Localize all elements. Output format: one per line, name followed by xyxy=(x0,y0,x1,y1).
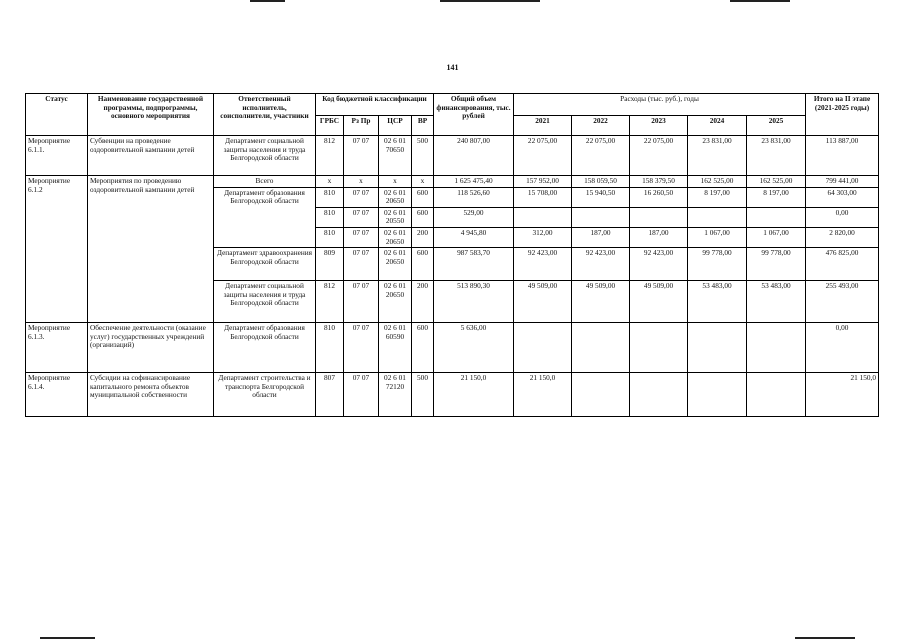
row-grbs: 807 xyxy=(316,373,344,417)
row-2022: 92 423,00 xyxy=(572,248,630,281)
row-2024: 162 525,00 xyxy=(688,176,747,188)
header-csr: ЦСР xyxy=(379,116,412,136)
row-total: 118 526,60 xyxy=(434,187,514,207)
row-rz: 07 07 xyxy=(344,207,379,227)
row-executor: Департамент здравоохранения Белгородской области xyxy=(214,248,316,281)
row-vr: 600 xyxy=(412,248,434,281)
header-executor: Ответственный исполнитель, соисполнители, участники xyxy=(214,94,316,136)
row-stage-total: 255 493,00 xyxy=(806,281,879,323)
row-2022 xyxy=(572,323,630,373)
row-2021 xyxy=(514,323,572,373)
row-csr: х xyxy=(379,176,412,188)
row-2022: 187,00 xyxy=(572,228,630,248)
header-2023: 2023 xyxy=(630,116,688,136)
row-vr: 600 xyxy=(412,187,434,207)
row-name: Субсидии на софинансирование капитального ремонта объектов муниципальной собственности xyxy=(88,373,214,417)
header-vr: ВР xyxy=(412,116,434,136)
budget-table xyxy=(25,93,879,417)
row-2024 xyxy=(688,323,747,373)
header-stage-total: Итого на II этапе (2021-2025 годы) xyxy=(806,94,879,136)
row-total: 21 150,0 xyxy=(434,373,514,417)
row-total: 240 807,00 xyxy=(434,136,514,176)
row-2023: 187,00 xyxy=(630,228,688,248)
row-status: Мероприятие 6.1.3. xyxy=(26,323,88,373)
header-expenses: Расходы (тыс. руб.), годы xyxy=(514,94,806,116)
row-rz: х xyxy=(344,176,379,188)
row-total: 529,00 xyxy=(434,207,514,227)
row-stage-total: 64 303,00 xyxy=(806,187,879,207)
row-grbs: 812 xyxy=(316,281,344,323)
scan-edge-bottom-right xyxy=(795,637,855,639)
row-total: 987 583,70 xyxy=(434,248,514,281)
row-2022: 15 940,50 xyxy=(572,187,630,207)
header-total: Общий объем финансирования, тыс. рублей xyxy=(434,94,514,136)
row-total: 5 636,00 xyxy=(434,323,514,373)
row-vr: 600 xyxy=(412,207,434,227)
row-stage-total: 799 441,00 xyxy=(806,176,879,188)
row-2022 xyxy=(572,373,630,417)
row-2022: 49 509,00 xyxy=(572,281,630,323)
row-2021: 15 708,00 xyxy=(514,187,572,207)
row-vr: 600 xyxy=(412,323,434,373)
row-executor: Департамент образования Белгородской области xyxy=(214,187,316,248)
row-name: Обеспечение деятельности (оказание услуг) государственных учреждений (организаций) xyxy=(88,323,214,373)
row-rz: 07 07 xyxy=(344,136,379,176)
row-rz: 07 07 xyxy=(344,323,379,373)
row-2023: 158 379,50 xyxy=(630,176,688,188)
row-executor: Департамент социальной защиты населения и труда Белгородской области xyxy=(214,136,316,176)
scan-edge-top-left xyxy=(250,0,285,2)
row-2023: 22 075,00 xyxy=(630,136,688,176)
row-vr: 500 xyxy=(412,373,434,417)
row-total: 1 625 475,40 xyxy=(434,176,514,188)
row-csr: 02 6 01 20650 xyxy=(379,228,412,248)
row-2025: 53 483,00 xyxy=(747,281,806,323)
row-grbs: 812 xyxy=(316,136,344,176)
row-rz: 07 07 xyxy=(344,228,379,248)
row-csr: 02 6 01 60590 xyxy=(379,323,412,373)
row-2025: 99 778,00 xyxy=(747,248,806,281)
row-2021: 49 509,00 xyxy=(514,281,572,323)
row-2024: 23 831,00 xyxy=(688,136,747,176)
row-status: Мероприятие 6.1.2 xyxy=(26,176,88,323)
row-stage-total: 21 150,0 xyxy=(806,373,879,417)
table-row xyxy=(26,136,879,176)
row-2024: 1 067,00 xyxy=(688,228,747,248)
row-executor: Департамент строительства и транспорта Белгородской области xyxy=(214,373,316,417)
row-csr: 02 6 01 20550 xyxy=(379,207,412,227)
page-number: 141 xyxy=(446,63,459,72)
row-executor: Департамент образования Белгородской области xyxy=(214,323,316,373)
row-2022: 22 075,00 xyxy=(572,136,630,176)
row-2022: 158 059,50 xyxy=(572,176,630,188)
row-2025: 23 831,00 xyxy=(747,136,806,176)
row-csr: 02 6 01 20650 xyxy=(379,187,412,207)
row-2021 xyxy=(514,207,572,227)
row-2024 xyxy=(688,207,747,227)
row-2021: 92 423,00 xyxy=(514,248,572,281)
row-2025 xyxy=(747,207,806,227)
header-2024: 2024 xyxy=(688,116,747,136)
header-rz: Рз Пр xyxy=(344,116,379,136)
header-name: Наименование государственной программы, подпрограммы, основного мероприятия xyxy=(88,94,214,136)
row-2024: 99 778,00 xyxy=(688,248,747,281)
row-2023: 92 423,00 xyxy=(630,248,688,281)
row-executor: Департамент социальной защиты населения и труда Белгородской области xyxy=(214,281,316,323)
row-csr: 02 6 01 20650 xyxy=(379,281,412,323)
row-status: Мероприятие 6.1.1. xyxy=(26,136,88,176)
row-2023: 16 260,50 xyxy=(630,187,688,207)
row-stage-total: 113 887,00 xyxy=(806,136,879,176)
row-2022 xyxy=(572,207,630,227)
header-budget-code: Код бюджетной классификации xyxy=(316,94,434,116)
row-vr: 200 xyxy=(412,228,434,248)
header-2025: 2025 xyxy=(747,116,806,136)
row-stage-total: 0,00 xyxy=(806,207,879,227)
row-grbs: 810 xyxy=(316,228,344,248)
row-grbs: х xyxy=(316,176,344,188)
table-row xyxy=(26,176,879,188)
row-name: Мероприятия по проведению оздоровительной кампании детей xyxy=(88,176,214,323)
row-grbs: 810 xyxy=(316,187,344,207)
row-grbs: 810 xyxy=(316,207,344,227)
row-2025: 162 525,00 xyxy=(747,176,806,188)
row-csr: 02 6 01 72120 xyxy=(379,373,412,417)
row-2025 xyxy=(747,323,806,373)
header-2022: 2022 xyxy=(572,116,630,136)
row-vr: 500 xyxy=(412,136,434,176)
row-2021: 157 952,00 xyxy=(514,176,572,188)
row-executor: Всего xyxy=(214,176,316,188)
header-2021: 2021 xyxy=(514,116,572,136)
table-row xyxy=(26,373,879,417)
row-vr: 200 xyxy=(412,281,434,323)
row-2021: 22 075,00 xyxy=(514,136,572,176)
row-status: Мероприятие 6.1.4. xyxy=(26,373,88,417)
row-2021: 21 150,0 xyxy=(514,373,572,417)
header-status: Статус xyxy=(26,94,88,136)
row-2025: 8 197,00 xyxy=(747,187,806,207)
row-total: 513 890,30 xyxy=(434,281,514,323)
row-rz: 07 07 xyxy=(344,248,379,281)
row-stage-total: 0,00 xyxy=(806,323,879,373)
row-2025: 1 067,00 xyxy=(747,228,806,248)
row-2021: 312,00 xyxy=(514,228,572,248)
row-2024: 8 197,00 xyxy=(688,187,747,207)
row-2023 xyxy=(630,323,688,373)
row-stage-total: 2 820,00 xyxy=(806,228,879,248)
row-stage-total: 476 825,00 xyxy=(806,248,879,281)
header-grbs: ГРБС xyxy=(316,116,344,136)
row-2025 xyxy=(747,373,806,417)
row-grbs: 809 xyxy=(316,248,344,281)
scan-edge-top-mid xyxy=(440,0,540,2)
row-grbs: 810 xyxy=(316,323,344,373)
row-total: 4 945,80 xyxy=(434,228,514,248)
scan-edge-bottom-left xyxy=(40,637,95,639)
row-2023 xyxy=(630,207,688,227)
row-2024: 53 483,00 xyxy=(688,281,747,323)
row-rz: 07 07 xyxy=(344,187,379,207)
scan-edge-top-right xyxy=(730,0,790,2)
row-rz: 07 07 xyxy=(344,281,379,323)
row-rz: 07 07 xyxy=(344,373,379,417)
row-2023: 49 509,00 xyxy=(630,281,688,323)
row-csr: 02 6 01 70650 xyxy=(379,136,412,176)
row-name: Субвенции на проведение оздоровительной кампании детей xyxy=(88,136,214,176)
row-2023 xyxy=(630,373,688,417)
row-vr: х xyxy=(412,176,434,188)
table-row xyxy=(26,323,879,373)
row-csr: 02 6 01 20650 xyxy=(379,248,412,281)
row-2024 xyxy=(688,373,747,417)
